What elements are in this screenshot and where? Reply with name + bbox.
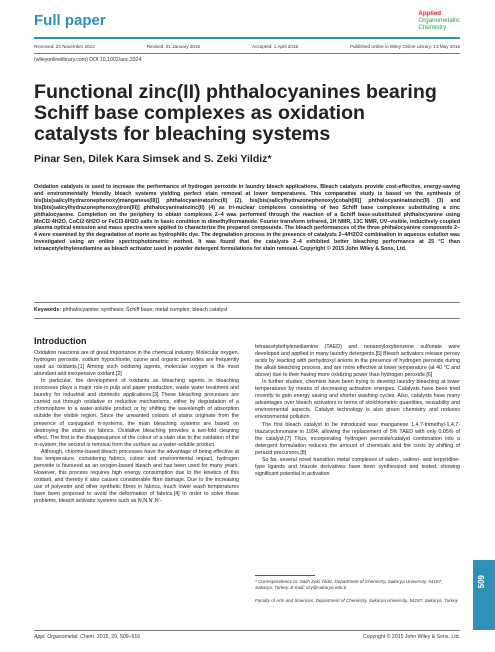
- keywords-text: phthalocyanine; synthesis; Schiff base; metal complex; bleach catalyst: [62, 307, 228, 313]
- section-label: Full paper: [34, 12, 106, 29]
- footer-divider: [34, 630, 460, 631]
- journal-logo-line: Applied: [418, 10, 442, 17]
- citation: [34, 634, 140, 640]
- body-paragraph: tetraacetylethylenediamine (TAED) and nonanoyloxybenzene sulfonate were developed and applied in many laundry detergents.[5] Bleach activators release peroxy acids by reacting with perhydroxyl anions in the presence of hydrogen peroxide during the alkali bleaching process, and are more effective at lower temperature (at 40 °C and above) due to their having more oxidizing power than hydrogen peroxide.[6]: [255, 344, 460, 379]
- citation-journal: Appl. Organometal. Chem.: [34, 634, 96, 640]
- published-date: Published online in Wiley Online Library: 13 May 2015: [349, 44, 460, 49]
- body-paragraph: Although, chlorine-based bleach processes have the advantage of being effective at low temperature, considering fabrics, colour and environmental impact, hydrogen peroxide is favoured as an oxygen-based bleach and has been used for many years. However, this process requires high energy consumption due to the kinetics of this oxidant, and thereby it also causes considerable fibre damage. Due to the increasing use of polyester and other synthetic fibres in fabrics, much lower wash temperatures have been proposed to avoid the deformation of fabrics.[4] In order to solve these problems, bleach activator systems such as N,N,N′,N′-: [34, 448, 239, 505]
- abstract-divider: [34, 302, 460, 303]
- received-date: Received: 24 November 2014: [34, 44, 95, 49]
- header-divider: [34, 37, 460, 39]
- keywords-label: Keywords:: [34, 307, 62, 313]
- body-paragraph: The first bleach catalyst to be introduced was manganese 1,4,7-trimethyl-1,4,7-triazacyclononane in 1994, allowing the replacement of 5% TAED with only 0.05% of the catalyst.[7] Thus, incorporating hydrogen peroxide/catalyst combination into a detergent formulation reduces the amount of chemicals and the costs by shifting of peracid precursors.[8]: [255, 421, 460, 456]
- body-paragraph: In further studies, chemists have been trying to develop laundry bleaching at lower temperatures by means of decreasing activation energies. Catalysts have been tried recently to gain energy saving and shorter washing cycles. Also, catalysts have many advantages over bleach activators in terms of stoichiometric quantities, reusability and environmental aspects. Catalyst technology is also green chemistry and reduces environmental pollution.: [255, 379, 460, 421]
- doi-line: (wileyonlinelibrary.com) DOI 10.1002/aoc.3324: [34, 57, 142, 63]
- citation-volume: 2015, 29, 509–516: [95, 634, 141, 640]
- abstract: Oxidation catalysis is used to increase the performance of hydrogen peroxide in laundry bleach applications. Bleach catalysts provide cost-effective, energy-saving and environmentally friendly bleach systems yielding perfect stain removal at lower temperatures. This comparative study is based on the synthesis of bis[bis(salicylhydrazonephenoxy)manganese(III)] phthalocyaninatozinc(II) (2), bis[bis(salicylhydrazonephenoxy)cobalt(III)] phthalocyaninatozinc(II) (3) and bis[bis(salicylhydrazonephenoxy)iron(III)] phthalocyaninatozinc(II) (4) as tri-nuclear complexes consisting of two Schiff base complexes substituting a zinc phthalocyanine. Completion on the periphery to obtain complexes 2–4 was performed through the reaction of a Schiff base-substituted phthalocyanine using MnCl2·4H2O, CoCl2·6H2O or FeCl3·6H2O salts in basic condition in dimethylformamide. Fourier transform infrared, 1H NMR, 13C NMR, UV–visible, inductively coupled plasma optical emission and mass spectra were applied to characterize the prepared compounds. The bleach performances of the three phthalocyanine compounds 2–4 were examined by the degradation of morin as hydrophilic dye. The degradation process in the presence of catalysts 2–4/H2O2 combination in aqueous solution was investigated using an online spectrophotometric method. It was found that the catalysts 2–4 exhibited better bleaching performance at 25 °C than tetraacetylethylenediamine as bleach activator used in powder detergent formulations for stain removal. Copyright © 2015 John Wiley & Sons, Ltd.: [34, 184, 460, 253]
- revised-date: Revised: 21 January 2015: [146, 44, 201, 49]
- journal-logo-line: Chemistry: [418, 24, 447, 31]
- author-list: Pinar Sen, Dilek Kara Simsek and S. Zeki Yildiz*: [34, 153, 272, 165]
- body-column-right: [255, 344, 460, 478]
- correspondence-footnote: * Correspondence to: Salih Zeki Yildiz, Department of Chemistry, Sakarya University, 54187, Sakarya, Turkey. E-mail: szy@sakarya.edu.tr: [255, 579, 443, 590]
- page-number-tab: [473, 560, 495, 630]
- section-heading: Introduction: [34, 336, 87, 346]
- journal-logo-line: Organometallic: [418, 17, 460, 24]
- article-title: Functional zinc(II) phthalocyanines bearing Schiff base complexes as oxidation catalysts for bleaching systems: [34, 81, 437, 145]
- dates-row: [34, 44, 460, 49]
- body-paragraph: In particular, the development of oxidants as bleaching agents in bleaching processes plays a major role in pulp and paper production, waste water treatment and laundry for industrial and domestic applications.[3] These bleaching processes are carried out through oxidative or reductive mechanisms, either by degradation of a chromophore to a water-soluble product or by shifting the wavelength of absorption outside the visible region. Since the unwanted colours of stains originate from the presence of conjugated π-systems, the main bleaching systems are based on destroying the stains on fabrics. Oxidative bleaching provides a two-fold cleaning effect. The first is the disappearance of the colour of a stain due to the oxidation of the π-system; the second is removal from the surface as a water-soluble product.: [34, 378, 239, 448]
- body-paragraph: Oxidation reactions are of great importance in the chemical industry. Molecular oxygen, hydrogen peroxide, sodium hypochlorite, ozone and organic peroxides are frequently used as oxidants.[1] Among such oxidizing agents, molecular oxygen is the most abundant and inexpensive oxidant.[2]: [34, 350, 239, 378]
- body-paragraph: So far, several novel transition metal complexes of salen-, saltren- and terpyridine-type ligands and triazole derivatives have been synthesized and tested, showing significant potential in activation: [255, 456, 460, 477]
- journal-logo: [418, 10, 460, 31]
- body-column-left: [34, 338, 239, 505]
- keywords-divider: [34, 318, 460, 319]
- accepted-date: Accepted: 1 April 2015: [252, 44, 298, 49]
- affiliation-footnote: Faculty of Arts and Sciences, Department of Chemistry, Sakarya University, 54187, Sakarya, Turkey: [255, 598, 458, 603]
- page-header: [34, 10, 460, 36]
- dates-divider: [34, 53, 460, 54]
- footnote-divider: [255, 575, 315, 576]
- copyright: Copyright © 2015 John Wiley & Sons, Ltd.: [363, 634, 460, 640]
- page-number: 509: [477, 575, 486, 589]
- keywords: [34, 307, 227, 313]
